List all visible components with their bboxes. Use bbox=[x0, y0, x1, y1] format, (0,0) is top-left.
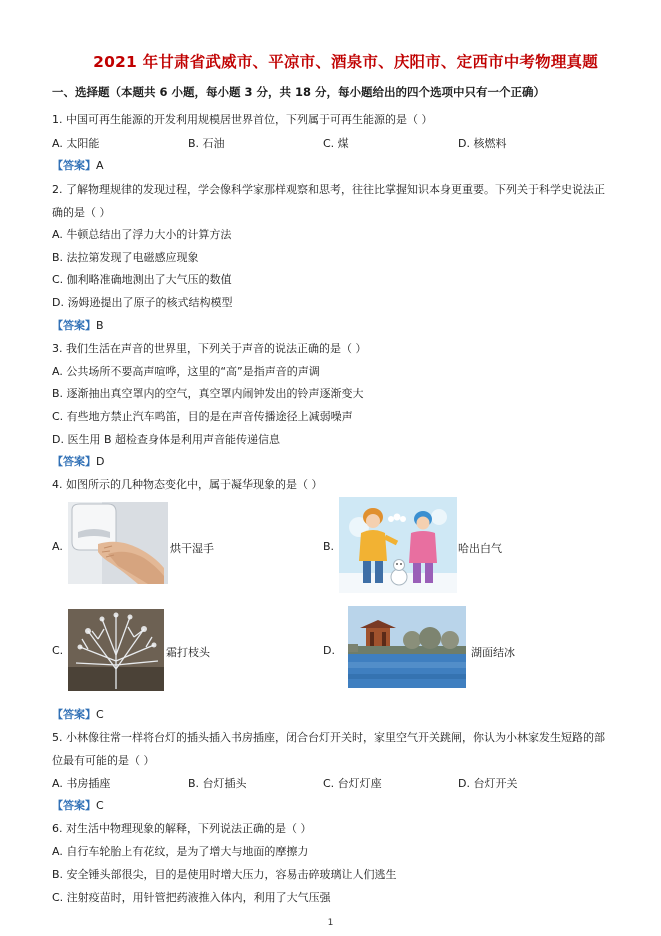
q5-stem-line1: 5. 小林像往常一样将台灯的插头插入书房插座，闭合台灯开关时，家里空气开关跳闸，你认为小林家发生短路的部 bbox=[52, 731, 605, 744]
q2-option-b: B. 法拉第发现了电磁感应现象 bbox=[52, 251, 199, 264]
q5-option-a: A. 书房插座 bbox=[52, 777, 111, 790]
q3-option-c: C. 有些地方禁止汽车鸣笛，目的是在声音传播途径上减弱噪声 bbox=[52, 410, 353, 423]
q3-option-b: B. 逐渐抽出真空罩内的空气，真空罩内闹钟发出的铃声逐渐变大 bbox=[52, 387, 364, 400]
section-heading: 一、选择题（本题共 6 小题，每小题 3 分，共 18 分，每小题给出的四个选项中只有一个正确） bbox=[52, 85, 546, 99]
q5-option-c: C. 台灯灯座 bbox=[323, 777, 382, 790]
q3-option-a: A. 公共场所不要高声喧哗，这里的“高”是指声音的声调 bbox=[52, 365, 320, 378]
hand-dryer-image bbox=[68, 502, 168, 584]
q4-caption-c: 霜打枝头 bbox=[166, 646, 210, 659]
q4-caption-a: 烘干湿手 bbox=[170, 542, 214, 555]
q1-answer bbox=[52, 157, 104, 173]
q4-caption-d: 湖面结冰 bbox=[471, 646, 515, 659]
q1-option-c: C. 煤 bbox=[323, 137, 349, 150]
q5-stem-line2: 位最有可能的是（ ） bbox=[52, 754, 155, 767]
q2-answer bbox=[52, 317, 104, 333]
q6-option-b: B. 安全锤头部很尖，目的是使用时增大压力，容易击碎玻璃让人们逃生 bbox=[52, 868, 397, 881]
q5-option-b: B. 台灯插头 bbox=[188, 777, 247, 790]
answer-value: D bbox=[96, 455, 105, 468]
frost-branches-image bbox=[68, 609, 164, 691]
q4-caption-b: 哈出白气 bbox=[458, 542, 502, 555]
answer-value: A bbox=[96, 159, 104, 172]
q2-stem-line2: 确的是（ ） bbox=[52, 206, 111, 219]
q4-stem: 4. 如图所示的几种物态变化中，属于凝华现象的是（ ） bbox=[52, 478, 323, 491]
q4-label-c: C. bbox=[52, 644, 64, 657]
q3-stem: 3. 我们生活在声音的世界里，下列关于声音的说法正确的是（ ） bbox=[52, 342, 367, 355]
q1-stem: 1. 中国可再生能源的开发利用规模居世界首位，下列属于可再生能源的是（ ） bbox=[52, 113, 433, 126]
q3-answer bbox=[52, 453, 104, 469]
q3-option-d: D. 医生用 B 超检查身体是利用声音能传递信息 bbox=[52, 433, 281, 446]
q1-option-a: A. 太阳能 bbox=[52, 137, 100, 150]
answer-tag: 【答案】 bbox=[52, 319, 96, 332]
q1-option-b: B. 石油 bbox=[188, 137, 225, 150]
frozen-lake-image bbox=[348, 606, 466, 688]
q4-label-b: B. bbox=[323, 540, 335, 553]
q2-option-c: C. 伽利略准确地测出了大气压的数值 bbox=[52, 273, 232, 286]
page-title: 2021 年甘肃省武威市、平凉市、酒泉市、庆阳市、定西市中考物理真题 bbox=[93, 53, 598, 71]
q2-stem-line1: 2. 了解物理规律的发现过程，学会像科学家那样观察和思考，往往比掌握知识本身更重要。下列关于科学史说法正 bbox=[52, 183, 605, 196]
q4-label-a: A. bbox=[52, 540, 63, 553]
q6-option-a: A. 自行车轮胎上有花纹，是为了增大与地面的摩擦力 bbox=[52, 845, 309, 858]
q4-label-d: D. bbox=[323, 644, 335, 657]
answer-tag: 【答案】 bbox=[52, 799, 96, 812]
q5-option-d: D. 台灯开关 bbox=[458, 777, 518, 790]
q4-answer bbox=[52, 706, 104, 722]
kids-breathing-image bbox=[339, 497, 457, 593]
answer-tag: 【答案】 bbox=[52, 708, 96, 721]
answer-value: C bbox=[96, 799, 104, 812]
q6-stem: 6. 对生活中物理现象的解释，下列说法正确的是（ ） bbox=[52, 822, 312, 835]
q5-answer bbox=[52, 797, 104, 813]
answer-tag: 【答案】 bbox=[52, 159, 96, 172]
page-number: 1 bbox=[327, 918, 334, 928]
q2-option-d: D. 汤姆逊提出了原子的核式结构模型 bbox=[52, 296, 233, 309]
q6-option-c: C. 注射疫苗时，用针管把药液推入体内，利用了大气压强 bbox=[52, 891, 331, 904]
answer-value: C bbox=[96, 708, 104, 721]
answer-tag: 【答案】 bbox=[52, 455, 96, 468]
q1-option-d: D. 核燃料 bbox=[458, 137, 507, 150]
q2-option-a: A. 牛顿总结出了浮力大小的计算方法 bbox=[52, 228, 232, 241]
answer-value: B bbox=[96, 319, 104, 332]
